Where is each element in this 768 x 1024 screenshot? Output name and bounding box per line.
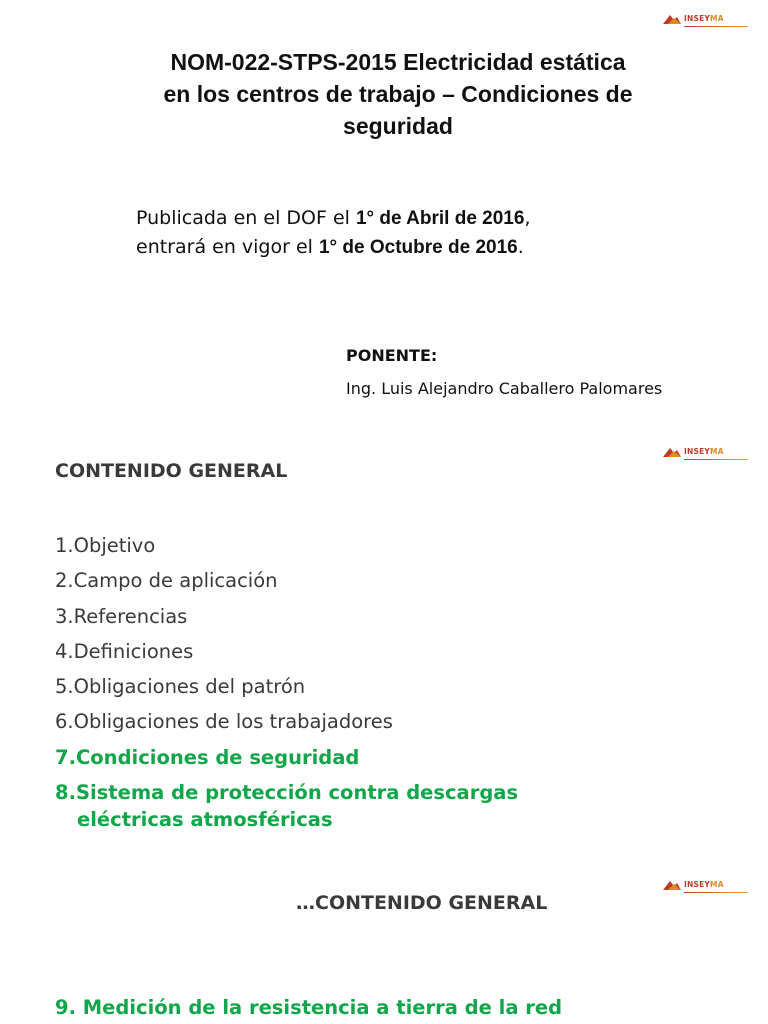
effective-date: 1° de Octubre de 2016 — [318, 237, 518, 258]
list-item-highlighted: 9. Medición de la resistencia a tierra de la red — [55, 996, 563, 1019]
contents-list — [55, 528, 695, 833]
inseyma-logo: INSEYMA — [662, 878, 748, 892]
speaker-name: Ing. Luis Alejandro Caballero Palomares — [346, 379, 663, 398]
list-item-highlighted: 8.Sistema de protección contra descargas eléctricas atmosféricas — [55, 781, 519, 832]
slide-contents — [0, 440, 768, 870]
section-title: CONTENIDO GENERAL — [55, 460, 288, 482]
speaker-label: PONENTE: — [346, 346, 438, 365]
list-item: 1.Objetivo — [55, 534, 156, 557]
title-line-3: seguridad — [343, 113, 453, 139]
logo-mark-icon — [662, 13, 682, 25]
section-title: …CONTENIDO GENERAL — [296, 892, 548, 914]
list-item: 2.Campo de aplicación — [55, 569, 278, 593]
publication-date: 1° de Abril de 2016 — [355, 208, 525, 229]
logo-text-b: MA — [710, 14, 724, 24]
list-item: 4.Definiciones — [55, 639, 194, 663]
list-item-highlighted: 7.Condiciones de seguridad — [55, 745, 360, 769]
slide-title — [0, 0, 768, 440]
inseyma-logo: INSEYMA — [662, 445, 748, 459]
list-item: 5.Obligaciones del patrón — [55, 675, 306, 699]
publication-note: Publicada en el DOF el 1° de Abril de 2016, entrará en vigor el 1° de Octubre de 2016. — [136, 207, 531, 258]
slide-contents-continued — [0, 870, 768, 1024]
title-line-2: en los centros de trabajo – Condiciones de — [163, 81, 633, 107]
logo-text-a: INSEY — [684, 14, 711, 24]
inseyma-logo — [662, 12, 748, 26]
logo-mark-icon — [662, 446, 682, 458]
title-line-1: NOM-022-STPS-2015 Electricidad estática — [170, 49, 626, 75]
page-title — [100, 46, 696, 142]
list-item: 6.Obligaciones de los trabajadores — [55, 710, 393, 734]
list-item: 3.Referencias — [55, 604, 188, 628]
logo-mark-icon — [662, 879, 682, 891]
